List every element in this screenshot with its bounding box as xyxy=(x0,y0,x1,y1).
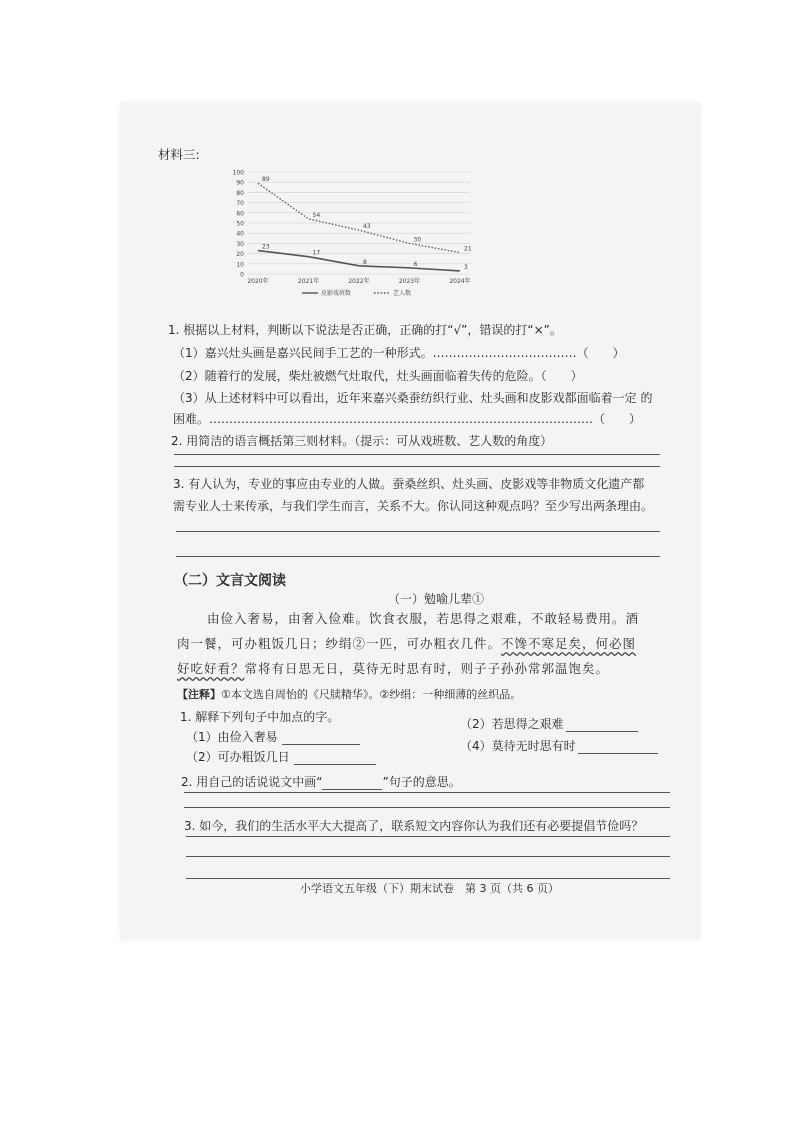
cq1-a xyxy=(186,728,360,745)
legend-label-0: 皮影戏班数 xyxy=(321,290,352,297)
cq2-answer-line-1[interactable] xyxy=(184,792,670,793)
q2-answer-line-1[interactable] xyxy=(174,454,660,455)
y-tick-label-50: 50 xyxy=(236,220,244,228)
data-label-1-0: 89 xyxy=(262,176,270,184)
cq3-answer-line-3[interactable] xyxy=(186,878,670,879)
cq1-b-label: （2）若思得之艰难 xyxy=(460,717,564,731)
cq1-a-label: （1）由俭入奢易 xyxy=(186,730,278,744)
y-tick-label-90: 90 xyxy=(236,179,244,187)
legend-label-1: 艺人数 xyxy=(393,290,412,297)
cq2-answer-line-2[interactable] xyxy=(184,807,670,808)
passage-line3-text: 常将有日思无日，莫待无时思有时，则子子孙孙常郭温饱矣。 xyxy=(244,661,610,676)
cq2-stem-pre: 2. 用自己的话说说文中画“ xyxy=(181,775,323,789)
cq1-a-answer[interactable] xyxy=(282,744,360,745)
material3-label: 材料三: xyxy=(158,147,200,162)
section2-heading: （二）文言文阅读 xyxy=(174,573,286,589)
passage-title: （一）勉喻儿辈① xyxy=(388,592,485,606)
data-label-1-1: 54 xyxy=(312,211,321,219)
y-tick-label-0: 0 xyxy=(240,271,244,279)
data-label-0-0: 23 xyxy=(262,243,270,251)
data-label-0-4: 3 xyxy=(464,263,468,271)
q3-line2: 需专业人士来传承，与我们学生而言，关系不大。你认同这种观点吗？至少写出两条理由。 xyxy=(173,499,654,513)
y-tick-label-100: 100 xyxy=(232,169,244,177)
cq2-stem xyxy=(181,773,461,790)
cq3-answer-line-1[interactable] xyxy=(186,836,670,837)
y-tick-label-70: 70 xyxy=(236,200,244,208)
passage-line1: 由俭入奢易，由奢入俭难。饮食衣服，若思得之艰难，不敢轻易费用。酒 xyxy=(207,611,640,626)
y-tick-label-30: 30 xyxy=(236,240,244,248)
cq1-b-answer[interactable] xyxy=(566,731,638,732)
note-text: ①本文选自周怡的《尺牍精华》。②纱绢：一种细薄的丝织品。 xyxy=(221,688,522,701)
x-tick-label-4: 2024年 xyxy=(449,278,471,285)
data-label-1-3: 30 xyxy=(413,236,422,244)
passage-line3 xyxy=(177,659,609,677)
data-label-1-4: 21 xyxy=(464,245,472,253)
y-tick-label-20: 20 xyxy=(236,251,244,259)
passage-line2 xyxy=(177,634,636,652)
q3-answer-line-2[interactable] xyxy=(176,556,660,557)
y-tick-label-60: 60 xyxy=(236,210,244,218)
page-footer: 小学语文五年级（下）期末试卷 第 3 页（共 6 页） xyxy=(300,882,559,895)
data-label-0-3: 6 xyxy=(413,260,418,268)
cq1-b xyxy=(460,715,638,732)
cq1-c xyxy=(186,748,376,765)
passage-marked-sentence-part2: 好吃好看？ xyxy=(177,661,245,676)
q3-answer-line-1[interactable] xyxy=(176,531,660,532)
y-tick-label-10: 10 xyxy=(236,261,244,269)
x-tick-label-0: 2020年 xyxy=(247,278,269,285)
x-tick-label-3: 2023年 xyxy=(398,278,421,285)
cq2-stem-post: ”句子的意思。 xyxy=(382,775,461,789)
q1-item3-line2: 困难。……………………………………………………………………………………（ ） xyxy=(173,412,642,426)
y-tick-label-40: 40 xyxy=(236,230,244,238)
note-tag: 【注释】 xyxy=(177,688,221,701)
line-chart-svg xyxy=(226,166,476,306)
cq1-c-label: （2）可办粗饭几日 xyxy=(186,750,290,764)
line-chart xyxy=(226,166,476,306)
q1-item3-line1: （3）从上述材料中可以看出，近年来嘉兴桑蚕纺织行业、灶头画和皮影戏都面临着一定 的 xyxy=(173,391,653,405)
cq1-c-answer[interactable] xyxy=(294,764,376,765)
cq1-stem: 1. 解释下列句子中加点的字。 xyxy=(180,710,340,724)
data-label-0-2: 8 xyxy=(363,258,367,266)
passage-marked-sentence-part1: 不馋不寒足矣，何必图 xyxy=(501,636,637,651)
q1-item2: （2）随着行的发展，柴灶被燃气灶取代，灶头画面临着失传的危险。（ ） xyxy=(173,369,583,383)
y-tick-label-80: 80 xyxy=(236,189,244,197)
passage-line2-text: 肉一餐，可办粗饭几日；纱绢②一匹，可办粗衣几件。 xyxy=(177,636,502,651)
cq3-stem: 3. 如今，我们的生活水平大大提高了，联系短文内容你认为我们还有必要提倡节俭吗？ xyxy=(184,819,644,833)
passage-note xyxy=(177,686,521,702)
series-line-1 xyxy=(258,183,460,252)
x-tick-label-1: 2021年 xyxy=(297,278,320,285)
cq3-answer-line-2[interactable] xyxy=(186,856,670,857)
q1-item1: （1）嘉兴灶头画是嘉兴民间手工艺的一种形式。………………………………（ ） xyxy=(173,346,625,360)
data-label-1-2: 43 xyxy=(363,223,371,231)
cq1-d xyxy=(460,737,658,754)
data-label-0-1: 17 xyxy=(312,249,321,257)
q1-stem: 1. 根据以上材料，判断以下说法是否正确，正确的打“√”，错误的打“×”。 xyxy=(168,323,562,337)
cq1-d-label: （4）莫待无时思有时 xyxy=(460,739,576,753)
x-tick-label-2: 2022年 xyxy=(348,278,370,285)
q3-line1: 3. 有人认为，专业的事应由专业的人做。蚕桑丝织、灶头画、皮影戏等非物质文化遗产都 xyxy=(173,477,645,491)
cq2-blank[interactable] xyxy=(322,789,382,790)
q2-answer-line-2[interactable] xyxy=(174,466,660,467)
cq1-d-answer[interactable] xyxy=(578,753,658,754)
q2-stem: 2. 用简洁的语言概括第三则材料。（提示：可从戏班数、艺人数的角度） xyxy=(171,434,553,448)
